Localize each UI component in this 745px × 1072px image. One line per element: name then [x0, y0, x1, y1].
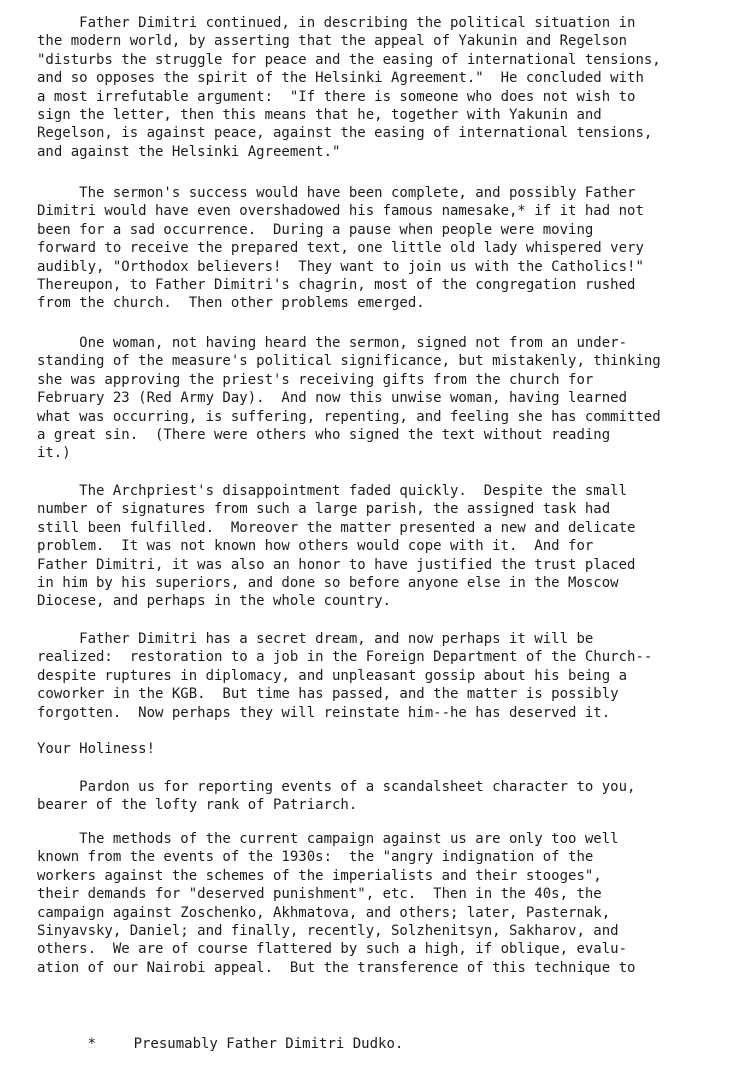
- text-line: still been fulfilled. Moreover the matter presented a new and delicate: [37, 519, 636, 536]
- text-line: problem. It was not known how others would cope with it. And for: [37, 538, 594, 555]
- paragraph-7: [37, 830, 737, 977]
- text-line: coworker in the KGB. But time has passed, and the matter is possibly: [37, 686, 619, 703]
- footnote-marker: *: [87, 1036, 97, 1053]
- text-line: Sinyavsky, Daniel; and finally, recently, Solzhenitsyn, Sakharov, and: [37, 922, 619, 939]
- paragraph-5: [37, 630, 737, 722]
- text-line: standing of the measure's political significance, but mistakenly, thinking: [37, 353, 661, 370]
- text-line: The methods of the current campaign against us are only too well: [37, 831, 619, 847]
- salutation-line: Your Holiness!: [37, 741, 156, 757]
- text-line: realized: restoration to a job in the Foreign Department of the Church--: [37, 649, 653, 666]
- text-line: February 23 (Red Army Day). And now this unwise woman, having learned: [37, 390, 628, 407]
- text-line: she was approving the priest's receiving gifts from the church for: [37, 371, 594, 388]
- text-line: sign the letter, then this means that he, together with Yakunin and: [37, 106, 602, 123]
- text-line: forgotten. Now perhaps they will reinstate him--he has deserved it.: [37, 704, 611, 721]
- text-line: workers against the schemes of the imperialists and their stooges",: [37, 867, 602, 884]
- text-line: known from the events of the 1930s: the "angry indignation of the: [37, 849, 594, 866]
- text-line: their demands for "deserved punishment", etc. Then in the 40s, the: [37, 886, 602, 903]
- text-line: forward to receive the prepared text, one little old lady whispered very: [37, 240, 644, 257]
- paragraph-1: [37, 14, 737, 161]
- text-line: number of signatures from such a large parish, the assigned task had: [37, 501, 611, 518]
- text-line: in him by his superiors, and done so before anyone else in the Moscow: [37, 574, 619, 591]
- text-line: Diocese, and perhaps in the whole country.: [37, 593, 392, 610]
- text-line: a great sin. (There were others who signed the text without reading: [37, 426, 611, 443]
- salutation: [37, 740, 737, 758]
- paragraph-6: [37, 778, 737, 815]
- text-line: audibly, "Orthodox believers! They want to join us with the Catholics!": [37, 258, 644, 275]
- text-line: what was occurring, is suffering, repenting, and feeling she has committed: [37, 408, 661, 425]
- text-line: it.): [37, 445, 71, 462]
- text-line: One woman, not having heard the sermon, signed not from an under-: [37, 335, 628, 351]
- text-line: bearer of the lofty rank of Patriarch.: [37, 797, 358, 814]
- text-line: Dimitri would have even overshadowed his famous namesake,* if it had not: [37, 203, 644, 220]
- text-line: Thereupon, to Father Dimitri's chagrin, most of the congregation rushed: [37, 276, 636, 293]
- text-line: been for a sad occurrence. During a pause when people were moving: [37, 221, 594, 238]
- text-line: "disturbs the struggle for peace and the easing of international tensions,: [37, 51, 661, 68]
- text-line: Pardon us for reporting events of a scandalsheet character to you,: [37, 779, 636, 795]
- text-line: The sermon's success would have been complete, and possibly Father: [37, 185, 636, 201]
- text-line: Father Dimitri has a secret dream, and now perhaps it will be: [37, 631, 594, 647]
- paragraph-2: [37, 184, 737, 313]
- text-line: Father Dimitri, it was also an honor to have justified the trust placed: [37, 556, 636, 573]
- text-line: and so opposes the spirit of the Helsinki Agreement." He concluded with: [37, 70, 644, 87]
- text-line: despite ruptures in diplomacy, and unpleasant gossip about his being a: [37, 667, 628, 684]
- paragraph-3: [37, 334, 737, 463]
- paragraph-4: [37, 482, 737, 611]
- text-line: from the church. Then other problems emerged.: [37, 295, 425, 312]
- footnote-text: Presumably Father Dimitri Dudko.: [133, 1036, 404, 1053]
- text-line: and against the Helsinki Agreement.": [37, 143, 341, 160]
- text-line: a most irrefutable argument: "If there is someone who does not wish to: [37, 88, 636, 105]
- text-line: campaign against Zoschenko, Akhmatova, and others; later, Pasternak,: [37, 904, 611, 921]
- footnote: [37, 1017, 737, 1053]
- text-line: ation of our Nairobi appeal. But the transference of this technique to: [37, 959, 636, 976]
- text-line: Regelson, is against peace, against the easing of international tensions,: [37, 125, 653, 142]
- text-line: others. We are of course flattered by such a high, if oblique, evalu-: [37, 941, 628, 958]
- text-line: Father Dimitri continued, in describing the political situation in: [37, 15, 636, 31]
- text-line: The Archpriest's disappointment faded quickly. Despite the small: [37, 483, 628, 499]
- text-line: the modern world, by asserting that the appeal of Yakunin and Regelson: [37, 33, 628, 50]
